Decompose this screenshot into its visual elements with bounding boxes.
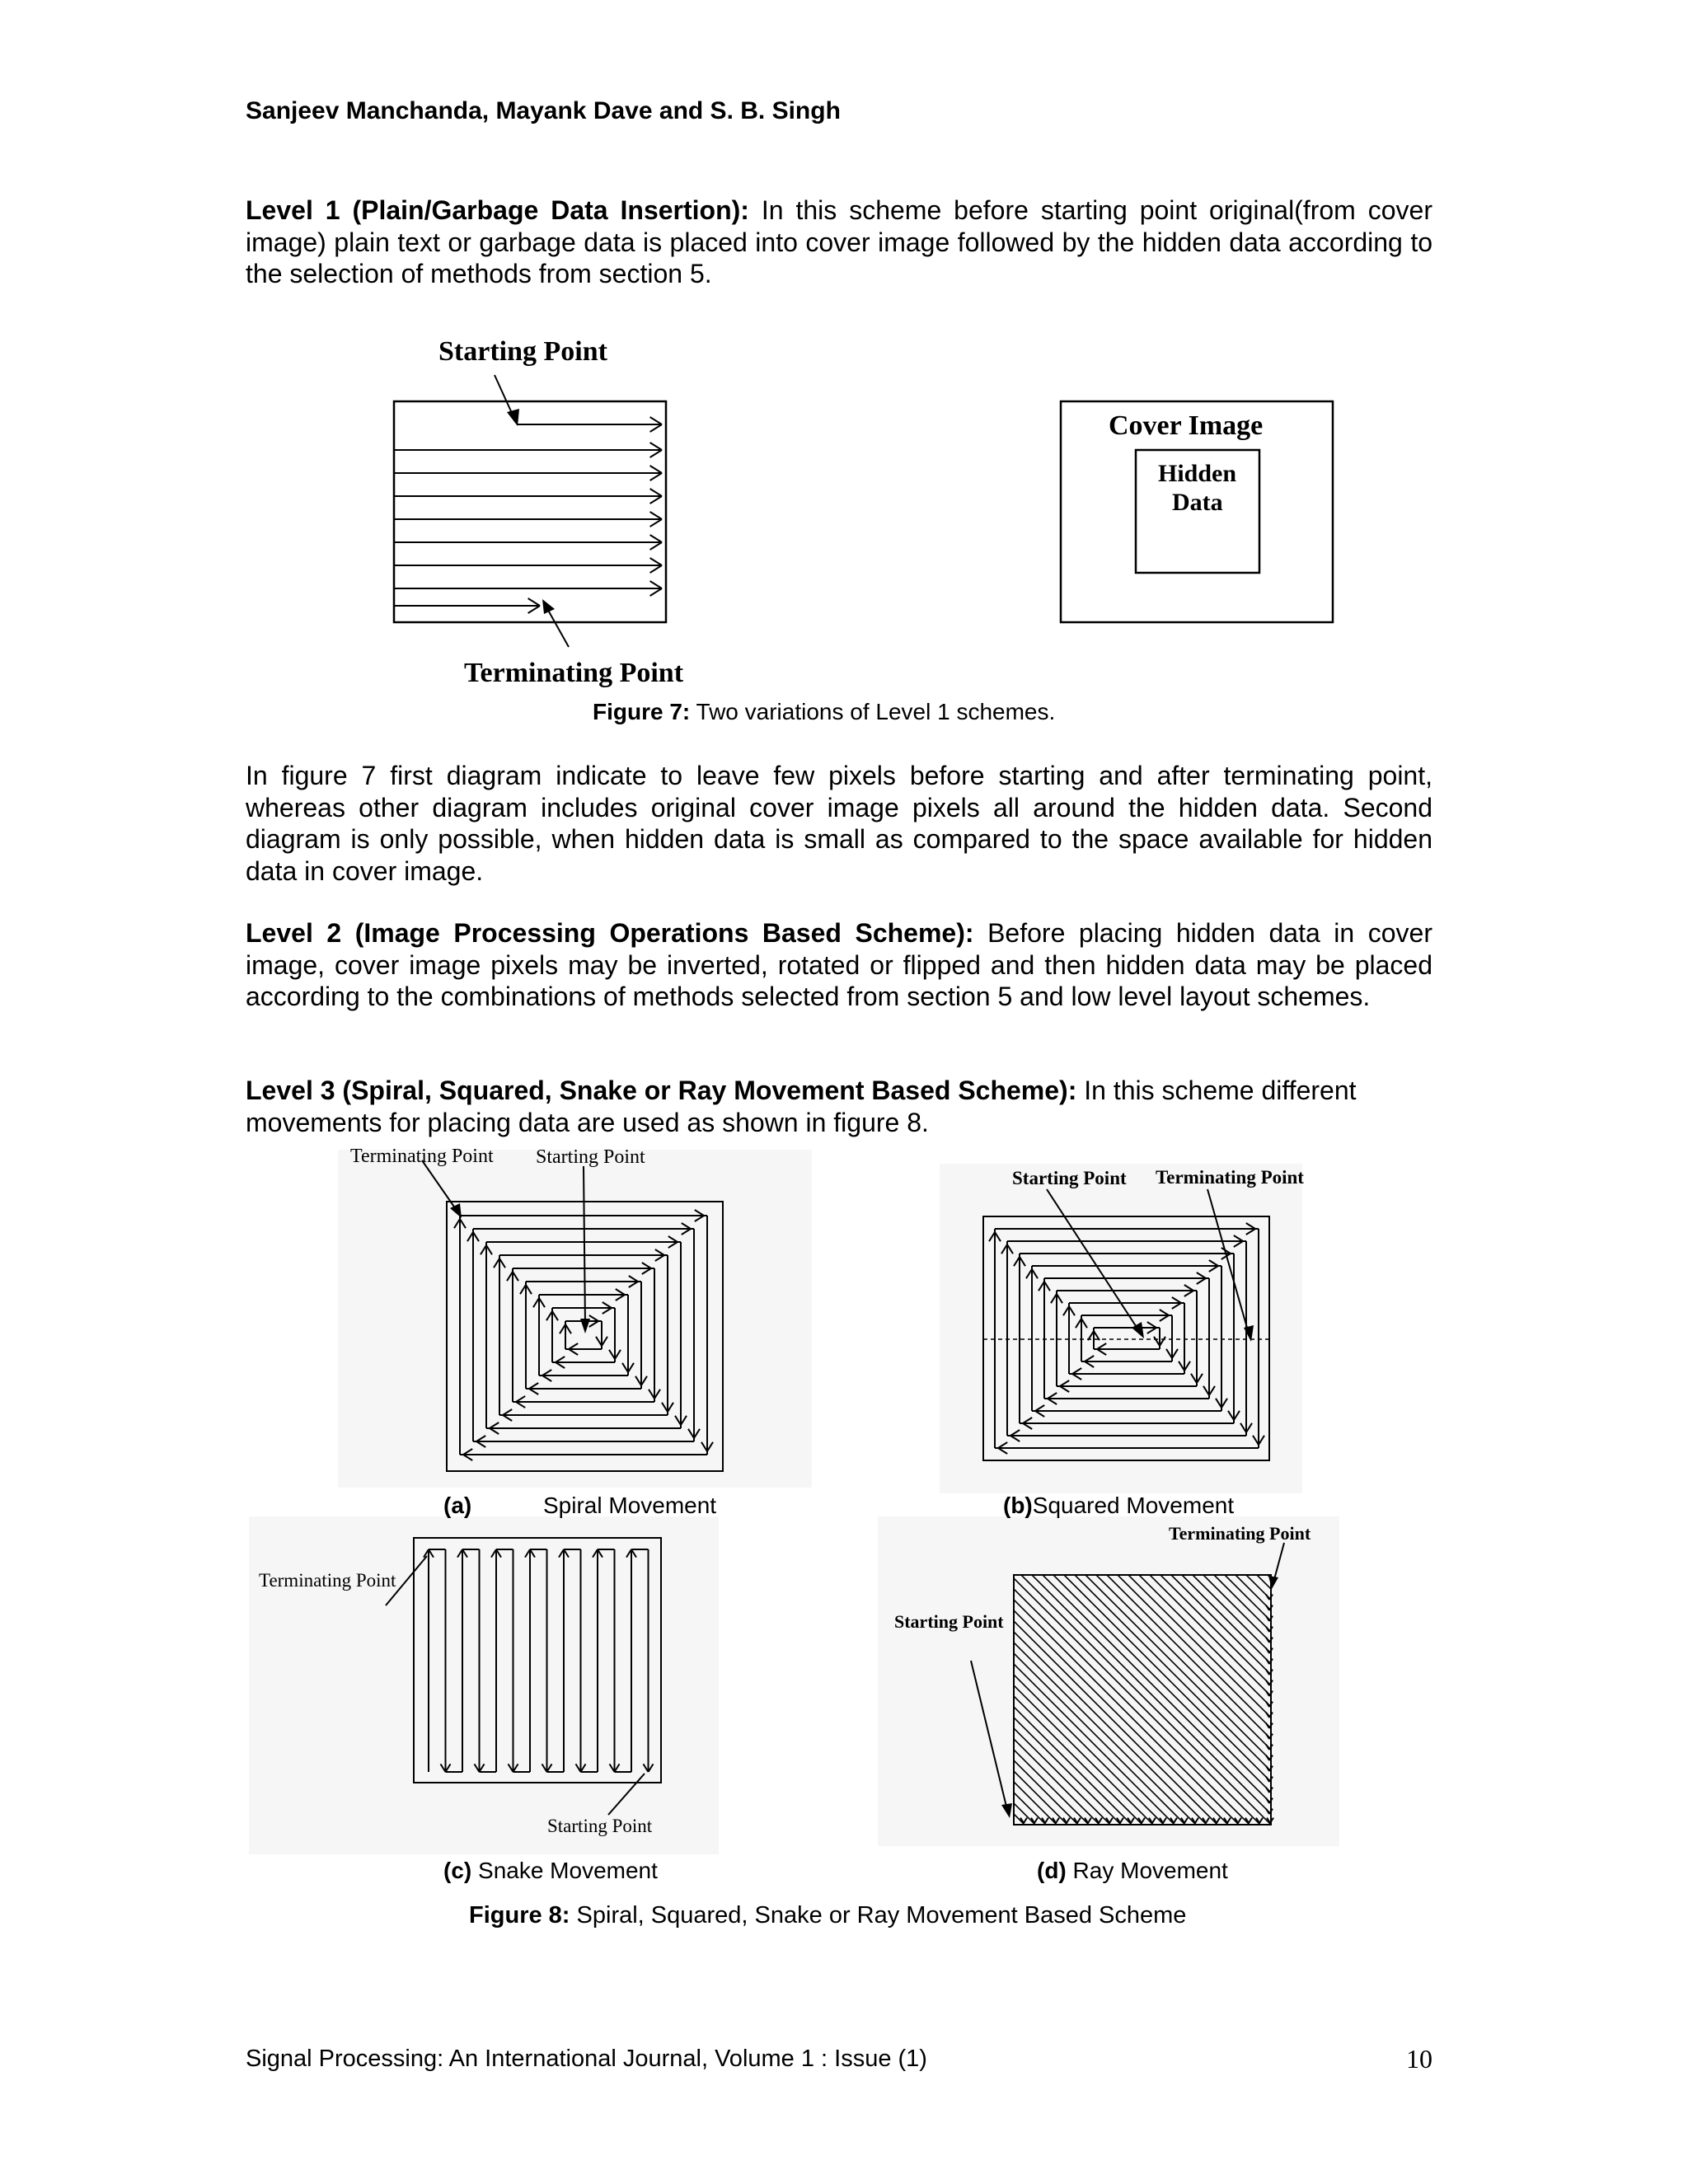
fig8d-terminating-label: Terminating Point	[1169, 1523, 1311, 1544]
fig7-hidden-label: Hidden	[1158, 460, 1237, 487]
level3-text: In this scheme different movements for placing data are used as shown in figure 8.	[246, 1076, 1357, 1137]
fig8c-caption	[443, 1858, 658, 1884]
fig8b-terminating-label: Terminating Point	[1156, 1167, 1304, 1188]
figure8-caption	[469, 1902, 1186, 1929]
fig8b-starting-label: Starting Point	[1012, 1168, 1127, 1188]
figure8-caption-text: Spiral, Squared, Snake or Ray Movement Based Scheme	[570, 1902, 1187, 1929]
fig8a-starting-label: Starting Point	[536, 1146, 645, 1168]
figure7-caption-text: Two variations of Level 1 schemes.	[690, 699, 1056, 724]
fig8c-terminating-label: Terminating Point	[259, 1570, 396, 1591]
fig8a-caption-text: Spiral Movement	[543, 1493, 717, 1518]
fig8d-starting-label: Starting Point	[894, 1611, 1004, 1632]
level1-text: In this scheme before starting point original(from cover image) plain text or garbage data is placed into cover image followed by the hidden data according to the selection of methods from section 5.	[246, 195, 1432, 288]
level1-title: Level 1 (Plain/Garbage Data Insertion):	[246, 195, 749, 225]
fig8c-label: (c)	[443, 1858, 472, 1883]
fig8d-label: (d)	[1037, 1858, 1067, 1883]
fig8a-label: (a)	[443, 1493, 472, 1518]
fig7-starting-point-label: Starting Point	[438, 336, 607, 367]
fig8d-caption	[1037, 1858, 1228, 1884]
fig7-cover-image-label: Cover Image	[1109, 410, 1264, 441]
fig8b-label: (b)	[1003, 1493, 1033, 1518]
level2-title: Level 2 (Image Processing Operations Based Scheme):	[246, 918, 974, 948]
level3-title: Level 3 (Spiral, Squared, Snake or Ray Movement Based Scheme):	[246, 1076, 1077, 1105]
figure7-caption-label: Figure 7:	[593, 699, 691, 724]
fig7-terminating-point-label: Terminating Point	[464, 658, 684, 688]
level2-text: Before placing hidden data in cover image, cover image pixels may be inverted, rotated or flipped and then hidden data may be placed according to the combinations of methods selected from section 5 and low level layout schemes.	[246, 918, 1433, 1011]
fig7-data-label: Data	[1172, 489, 1223, 516]
page-number: 10	[1406, 2044, 1432, 2074]
fig8d-caption-text: Ray Movement	[1066, 1858, 1228, 1883]
fig8a-terminating-label: Terminating Point	[350, 1146, 494, 1167]
footer-journal: Signal Processing: An International Journal, Volume 1 : Issue (1)	[246, 2046, 927, 2072]
fig7-discussion-paragraph: In figure 7 first diagram indicate to leave few pixels before starting and after terminating point, whereas other diagram includes original cover image pixels all around the hidden data. Second diagram is only possible, when hidden data is small as compared to the space available for hidden data in cover image.	[246, 761, 1432, 886]
fig8c-starting-label: Starting Point	[547, 1816, 653, 1836]
fig8c-caption-text: Snake Movement	[471, 1858, 658, 1883]
fig8b-caption-text: Squared Movement	[1032, 1493, 1235, 1518]
figure8-caption-label: Figure 8:	[469, 1902, 570, 1929]
running-header: Sanjeev Manchanda, Mayank Dave and S. B. Singh	[246, 97, 841, 124]
